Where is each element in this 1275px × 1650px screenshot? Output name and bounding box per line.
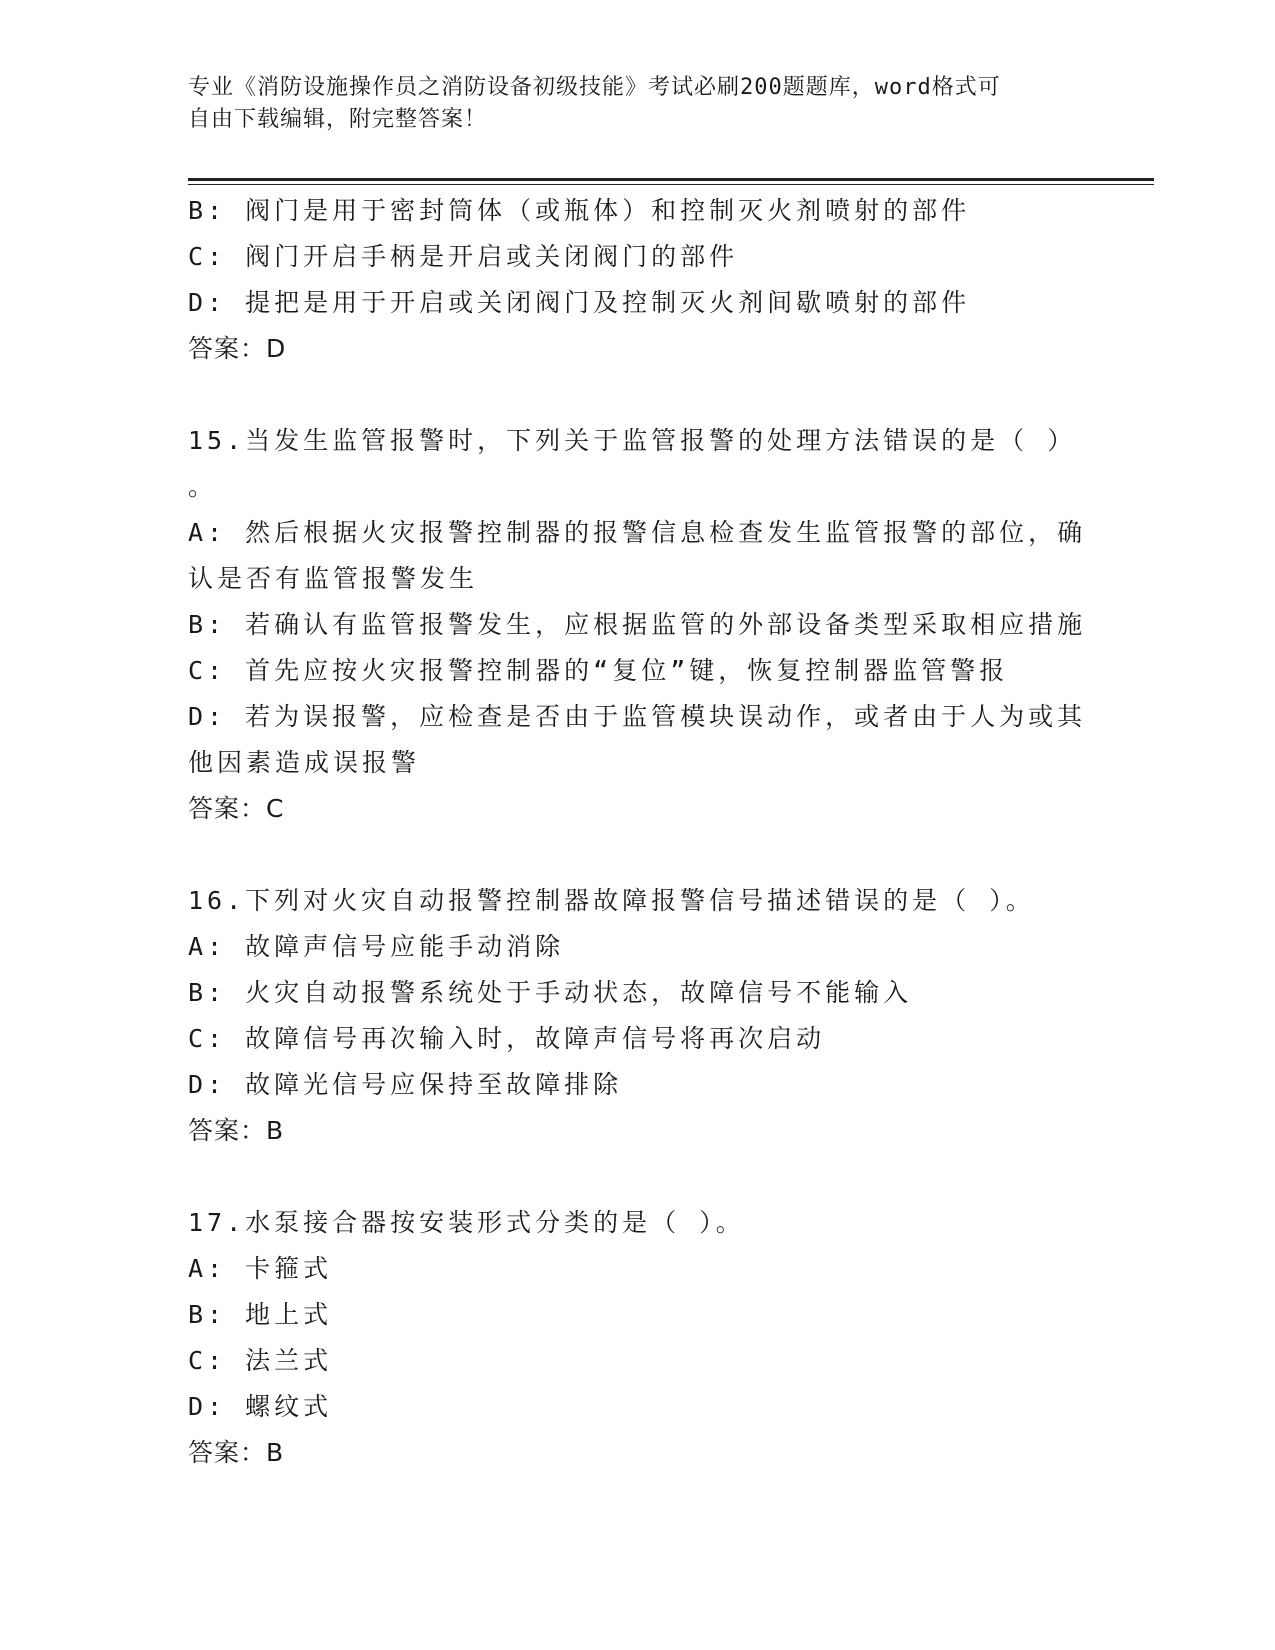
option-d-continued: 他因素造成误报警 [188,748,421,777]
option-a: A: 然后根据火灾报警控制器的报警信息检查发生监管报警的部位，确 [188,518,1087,547]
question-17 [188,1200,1088,1476]
option-b: B: 火灾自动报警系统处于手动状态，故障信号不能输入 [188,978,913,1007]
answer: 答案：B [188,1438,285,1467]
option-b: B: 阀门是用于密封筒体（或瓶体）和控制灭火剂喷射的部件 [188,196,971,225]
option-a-continued: 认是否有监管报警发生 [188,564,479,593]
option-c: C: 法兰式 [188,1346,333,1375]
question-stem: 16.下列对火灾自动报警控制器故障报警信号描述错误的是（ ）。 [188,886,1035,915]
option-b: B: 若确认有监管报警发生，应根据监管的外部设备类型采取相应措施 [188,610,1087,639]
question-16 [188,878,1088,1154]
option-b: B: 地上式 [188,1300,333,1329]
question-stem: 17.水泵接合器按安装形式分类的是（ ）。 [188,1208,745,1237]
option-c: C: 首先应按火灾报警控制器的“复位”键，恢复控制器监管警报 [188,656,1009,685]
option-c: C: 阀门开启手柄是开启或关闭阀门的部件 [188,242,739,271]
option-d: D: 螺纹式 [188,1392,333,1421]
option-d: D: 故障光信号应保持至故障排除 [188,1070,623,1099]
answer: 答案：D [188,334,287,363]
header-line-2: 自由下载编辑，附完整答案！ [188,107,488,132]
question-14-continuation [188,188,1088,372]
option-a: A: 卡箍式 [188,1254,333,1283]
option-a: A: 故障声信号应能手动消除 [188,932,565,961]
option-d: D: 若为误报警，应检查是否由于监管模块误动作，或者由于人为或其 [188,702,1087,731]
document-header [188,72,1068,136]
option-d: D: 提把是用于开启或关闭阀门及控制灭火剂间歇喷射的部件 [188,288,971,317]
question-stem-continued: 。 [188,472,218,501]
question-15 [188,418,1088,832]
header-rule-thick [188,178,1154,181]
option-c: C: 故障信号再次输入时，故障声信号将再次启动 [188,1024,826,1053]
question-content [188,188,1088,1476]
header-line-1: 专业《消防设施操作员之消防设备初级技能》考试必刷200题题库，word格式可 [188,75,1001,100]
answer: 答案：B [188,1116,285,1145]
question-stem: 15.当发生监管报警时，下列关于监管报警的处理方法错误的是（ ） [188,426,1077,455]
header-rule-thin [188,184,1154,185]
answer: 答案：C [188,794,285,823]
